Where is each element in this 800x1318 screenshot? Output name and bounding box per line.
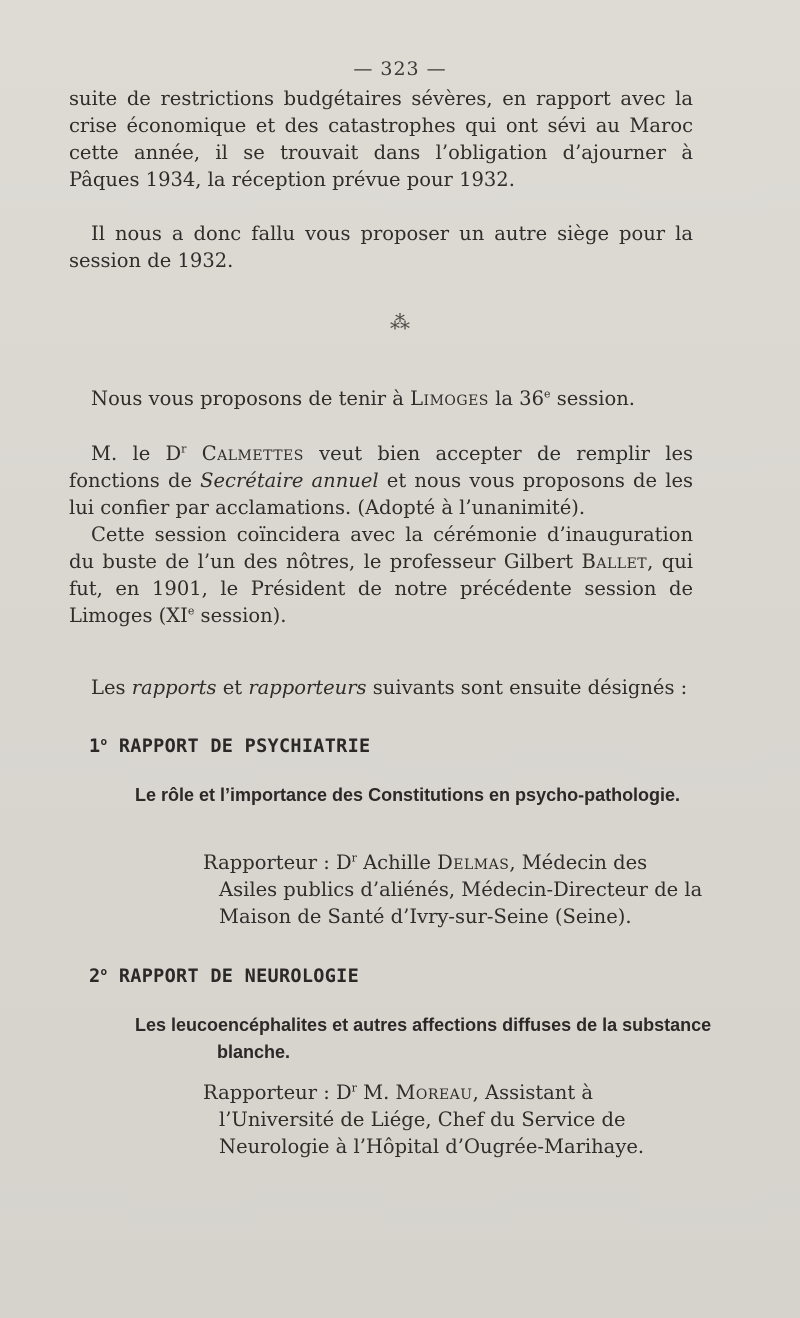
- p3-text-a: Nous vous proposons de tenir à: [91, 387, 411, 410]
- rapport-1-title: RAPPORT DE PSYCHIATRIE: [118, 736, 371, 757]
- name-calmettes: Calmettes: [201, 442, 304, 465]
- rapport-2-rapporteur: [203, 1079, 711, 1160]
- rapport-1-number-sup: o: [100, 734, 108, 748]
- p6-text-b: et: [216, 676, 249, 699]
- p5-text-a: Cette session coïncidera avec la cérémonie d’inauguration du buste de l’un des nôtres, le professeur Gilbert: [69, 523, 693, 573]
- rapport-2-number-sup: o: [100, 964, 108, 978]
- p3-text-c: session.: [550, 387, 635, 410]
- rapport-1-number: 1: [89, 736, 101, 757]
- rapport-1-rapporteur-c: , Médecin des Asiles publics d’aliénés, Médecin-Directeur de la Maison de Santé d’Ivry-sur-Seine (Seine).: [219, 851, 703, 928]
- p5-superscript: e: [187, 604, 195, 618]
- paragraph-rapports-designes: [69, 674, 693, 701]
- rapport-2-title: RAPPORT DE NEUROLOGIE: [118, 966, 360, 987]
- paragraph-restrictions: suite de restrictions budgétaires sévères, en rapport avec la crise économique et des catastrophes qui ont sévi au Maroc cette année, il se trouvait dans l’obligation d’ajourner à Pâques 1934, la réception prévue pour 1932.: [69, 87, 693, 191]
- rapport-2-rapporteur-a: Rapporteur : D: [203, 1081, 352, 1104]
- p6-text-a: Les: [91, 676, 132, 699]
- p6-italic-rapporteurs: rapporteurs: [248, 676, 367, 699]
- rapport-1-rapporteur-a: Rapporteur : D: [203, 851, 352, 874]
- rapport-1-rapporteur: [203, 849, 711, 930]
- p6-text-c: suivants sont ensuite désignés :: [366, 676, 688, 699]
- rapport-2-number: 2: [89, 966, 101, 987]
- rapport-2-rapporteur-c: , Assistant à l’Université de Liége, Chef du Service de Neurologie à l’Hôpital d’Ougrée-Marihaye.: [219, 1081, 645, 1158]
- p4-text-a: M. le D: [91, 442, 182, 465]
- paragraph-limoges-session: [69, 385, 693, 412]
- p5-text-c: session).: [194, 604, 287, 627]
- rapport-1-heading: [89, 736, 370, 757]
- p3-text-b: la 36: [488, 387, 544, 410]
- rapport-1-rapporteur-b: Achille: [356, 851, 438, 874]
- name-ballet: Ballet: [581, 550, 648, 573]
- asterism-divider: [0, 312, 800, 332]
- rapport-2-rapporteur-sup: r: [351, 1081, 357, 1095]
- rapport-2-rapporteur-b: M.: [356, 1081, 396, 1104]
- p4-text-c: et nous vous proposons de les lui confier par acclamations. (Adopté à l’unanimité).: [69, 469, 693, 519]
- rapport-1-rapporteur-sup: r: [351, 851, 357, 865]
- p4-text-b: veut bien accepter de remplir les fonctions de: [69, 442, 693, 492]
- role-secretaire: Secrétaire annuel: [200, 469, 379, 492]
- rapport-1-subject: Le rôle et l’importance des Constitutions en psycho-pathologie.: [135, 785, 681, 805]
- p6-italic-rapports: rapports: [131, 676, 217, 699]
- paragraph-secretaire: [69, 440, 693, 521]
- p4-superscript: r: [181, 442, 187, 456]
- city-limoges: Limoges: [410, 387, 489, 410]
- p3-superscript: e: [543, 387, 551, 401]
- asterism-icon: ⁂: [390, 310, 410, 334]
- p5-text-b: , qui fut, en 1901, le Président de notre précédente session de Limoges (XI: [69, 550, 693, 627]
- page-number: — 323 —: [353, 58, 447, 80]
- rapport-2-heading: [89, 966, 359, 987]
- rapport-2-rapporteur-name: Moreau: [395, 1081, 473, 1104]
- paragraph-autre-siege: Il nous a donc fallu vous proposer un autre siège pour la session de 1932.: [69, 222, 693, 272]
- paragraph-buste: [69, 521, 693, 629]
- rapport-1-rapporteur-name: Delmas: [437, 851, 510, 874]
- rapport-2-subject: Les leucoencéphalites et autres affections diffuses de la substance blanche.: [135, 1015, 712, 1062]
